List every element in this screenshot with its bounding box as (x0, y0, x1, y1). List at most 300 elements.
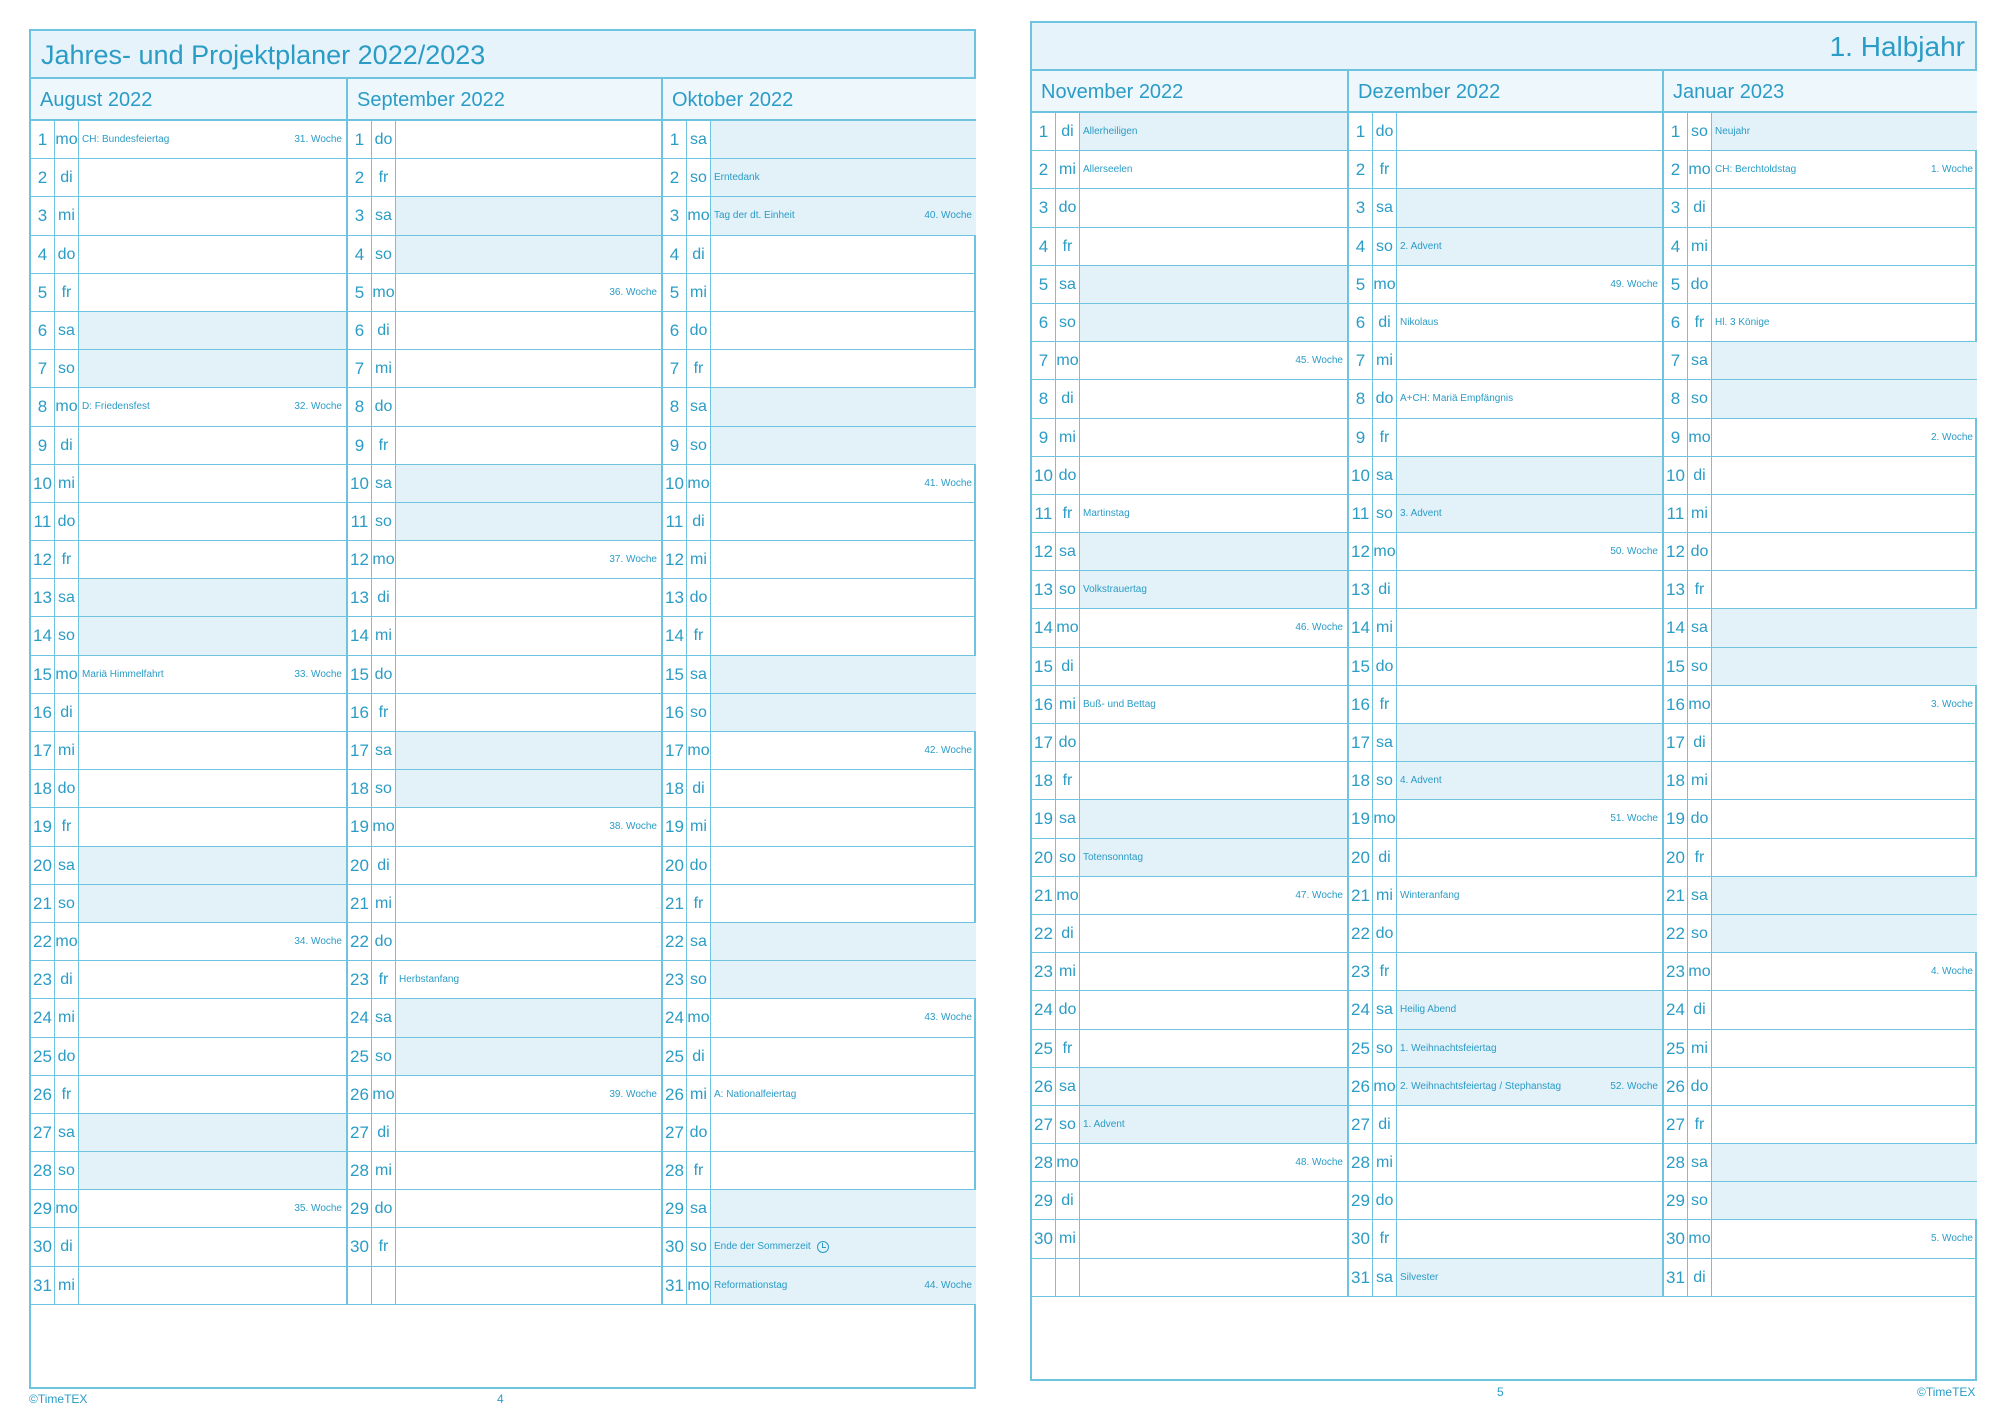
holiday-text: 1. Advent (1083, 1118, 1125, 1130)
holiday-text: Ende der Sommerzeit (714, 1241, 811, 1253)
weekday: sa (1056, 533, 1080, 570)
weekday: so (1688, 113, 1712, 150)
holiday-label (1083, 151, 1132, 189)
weekday: di (687, 1038, 711, 1075)
day-number: 20 (663, 847, 687, 884)
day-number: 4 (663, 236, 687, 273)
day-number: 28 (663, 1152, 687, 1189)
holiday-text: 4. Advent (1400, 775, 1442, 787)
day-row (348, 1114, 661, 1152)
day-number: 5 (663, 274, 687, 311)
weekday: do (1056, 189, 1080, 226)
day-number: 16 (1032, 686, 1056, 723)
day-row (1032, 686, 1347, 724)
day-number: 1 (1032, 113, 1056, 150)
holiday-label (1400, 1259, 1438, 1297)
day-number: 18 (31, 770, 55, 807)
day-number: 27 (348, 1114, 372, 1151)
day-number: 9 (663, 427, 687, 464)
holiday-label (1083, 686, 1156, 724)
day-number: 11 (348, 503, 372, 540)
day-row (1032, 991, 1347, 1029)
holiday-text: Volkstrauertag (1083, 584, 1147, 596)
day-number: 19 (31, 808, 55, 845)
day-number: 7 (348, 350, 372, 387)
day-row (1032, 1259, 1347, 1297)
weekday: mi (1688, 762, 1712, 799)
month-column (1662, 71, 1977, 1297)
day-number: 21 (1664, 877, 1688, 914)
day-row (1032, 113, 1347, 151)
day-row (663, 427, 976, 465)
weekday: mo (1056, 1144, 1080, 1181)
holiday-text: Allerseelen (1083, 164, 1133, 176)
day-row (1032, 1068, 1347, 1106)
day-number: 25 (663, 1038, 687, 1075)
weekday: do (372, 656, 396, 693)
weekday: mo (1373, 266, 1397, 303)
weekday: di (55, 427, 79, 464)
weekday: mo (1688, 151, 1712, 188)
weekday: so (1056, 304, 1080, 341)
day-number: 2 (1664, 151, 1688, 188)
weekday (372, 1267, 396, 1304)
weekday: mi (1056, 419, 1080, 456)
day-row (348, 579, 661, 617)
day-row (1349, 151, 1662, 189)
day-number: 2 (1032, 151, 1056, 188)
week-number: 1. Woche (1930, 164, 1973, 176)
day-number: 4 (31, 236, 55, 273)
weekday: do (372, 1190, 396, 1227)
day-number: 4 (348, 236, 372, 273)
day-number: 16 (1349, 686, 1373, 723)
weekday: so (1373, 495, 1397, 532)
day-row (31, 465, 346, 503)
day-number: 13 (1349, 571, 1373, 608)
day-row (663, 961, 976, 999)
day-row (348, 541, 661, 579)
weekday: so (1373, 228, 1397, 265)
holiday-text: Tag der dt. Einheit (714, 210, 795, 222)
month-header: Januar 2023 (1664, 71, 1977, 113)
weekday: do (55, 770, 79, 807)
holiday-text: Silvester (1400, 1271, 1439, 1283)
day-row (663, 312, 976, 350)
planner-page-left (29, 29, 976, 1389)
day-row (1664, 953, 1977, 991)
day-row (31, 274, 346, 312)
day-row (1032, 877, 1347, 915)
day-row (1664, 648, 1977, 686)
weekday: so (687, 427, 711, 464)
weekday: di (1688, 189, 1712, 226)
weekday: di (1688, 457, 1712, 494)
day-number: 16 (1664, 686, 1688, 723)
holiday-text: Mariä Himmelfahrt (82, 668, 164, 680)
day-row (663, 732, 976, 770)
day-number: 31 (1349, 1259, 1373, 1296)
day-row (31, 656, 346, 694)
day-row (1032, 800, 1347, 838)
day-row (348, 656, 661, 694)
day-row (1032, 762, 1347, 800)
holiday-label (1400, 877, 1459, 915)
day-row (1664, 1259, 1977, 1297)
weekday: di (55, 159, 79, 196)
day-row (31, 1076, 346, 1114)
day-number: 6 (1664, 304, 1688, 341)
weekday: fr (1056, 495, 1080, 532)
day-number: 23 (1349, 953, 1373, 990)
holiday-label (1715, 304, 1769, 342)
day-row (348, 1038, 661, 1076)
day-row (31, 312, 346, 350)
weekday: so (687, 694, 711, 731)
holiday-text: Neujahr (1715, 126, 1751, 137)
day-row (663, 236, 976, 274)
weekday: di (1373, 571, 1397, 608)
day-number: 4 (1664, 228, 1688, 265)
day-row (1349, 1220, 1662, 1258)
holiday-text: CH: Bundesfeiertag (82, 134, 170, 145)
day-number: 30 (348, 1228, 372, 1265)
day-row (31, 1267, 346, 1305)
weekday: di (1688, 991, 1712, 1028)
day-row (1349, 266, 1662, 304)
weekday: di (372, 312, 396, 349)
day-row (1349, 877, 1662, 915)
holiday-text: Reformationstag (714, 1279, 788, 1291)
holiday-text: Herbstanfang (399, 974, 460, 986)
day-number: 6 (348, 312, 372, 349)
day-number: 12 (348, 541, 372, 578)
weekday: di (1056, 380, 1080, 417)
day-number: 2 (348, 159, 372, 196)
day-row (1032, 304, 1347, 342)
day-number: 11 (663, 503, 687, 540)
day-number: 3 (31, 197, 55, 234)
weekday: mo (1056, 342, 1080, 379)
weekday: fr (372, 159, 396, 196)
weekday: sa (687, 388, 711, 425)
day-row (1664, 495, 1977, 533)
day-number: 14 (1032, 609, 1056, 646)
day-row (1664, 419, 1977, 457)
day-number: 23 (348, 961, 372, 998)
day-number: 28 (348, 1152, 372, 1189)
day-number: 21 (663, 885, 687, 922)
day-row (1349, 686, 1662, 724)
holiday-label (714, 159, 760, 197)
holiday-label (1715, 113, 1750, 151)
weekday: mi (55, 1267, 79, 1304)
day-number: 5 (1032, 266, 1056, 303)
day-number: 21 (31, 885, 55, 922)
page-title: 1. Halbjahr (1032, 23, 1975, 71)
day-row (348, 1152, 661, 1190)
day-number: 5 (1349, 266, 1373, 303)
day-row (31, 1190, 346, 1228)
holiday-label (1400, 991, 1456, 1029)
holiday-label (1083, 113, 1137, 151)
day-number: 6 (31, 312, 55, 349)
weekday: fr (55, 1076, 79, 1113)
day-row (1349, 457, 1662, 495)
day-number: 15 (1032, 648, 1056, 685)
weekday: mi (372, 1152, 396, 1189)
day-row (31, 350, 346, 388)
weekday: mo (1688, 953, 1712, 990)
day-row (1032, 189, 1347, 227)
holiday-text: Erntedank (714, 172, 760, 184)
day-number: 27 (31, 1114, 55, 1151)
weekday: mo (372, 1076, 396, 1113)
day-number: 17 (31, 732, 55, 769)
day-row (663, 388, 976, 426)
day-number: 27 (1032, 1106, 1056, 1143)
day-row (31, 961, 346, 999)
weekday: mo (55, 1190, 79, 1227)
weekday: so (55, 885, 79, 922)
day-row (663, 847, 976, 885)
holiday-text: A+CH: Mariä Empfängnis (1400, 393, 1514, 405)
day-number: 26 (1664, 1068, 1688, 1105)
week-number: 49. Woche (1610, 278, 1658, 290)
day-number: 24 (31, 999, 55, 1036)
weekday: mo (372, 541, 396, 578)
day-number: 24 (663, 999, 687, 1036)
week-number: 42. Woche (924, 745, 972, 756)
weekday: fr (1373, 151, 1397, 188)
weekday: mo (687, 999, 711, 1036)
day-number: 3 (348, 197, 372, 234)
day-row (1664, 1182, 1977, 1220)
day-row (348, 923, 661, 961)
day-number: 26 (348, 1076, 372, 1113)
day-number: 29 (1032, 1182, 1056, 1219)
day-number: 12 (1032, 533, 1056, 570)
weekday: do (372, 121, 396, 158)
weekday: mo (1056, 877, 1080, 914)
day-row (1664, 724, 1977, 762)
day-row (1664, 1106, 1977, 1144)
holiday-label (1715, 151, 1796, 189)
day-row (348, 503, 661, 541)
day-row (1349, 380, 1662, 418)
weekday: mi (1373, 1144, 1397, 1181)
weekday: do (1373, 380, 1397, 417)
day-number: 31 (1664, 1259, 1688, 1296)
day-row (31, 121, 346, 159)
holiday-text: Hl. 3 Könige (1715, 316, 1770, 328)
day-number: 6 (663, 312, 687, 349)
day-number: 13 (31, 579, 55, 616)
holiday-text: Nikolaus (1400, 316, 1439, 328)
day-number: 1 (31, 121, 55, 158)
day-row (1349, 1106, 1662, 1144)
day-number: 23 (31, 961, 55, 998)
day-row (663, 274, 976, 312)
day-number: 13 (1664, 571, 1688, 608)
day-row (663, 694, 976, 732)
day-number: 23 (1032, 953, 1056, 990)
weekday: sa (372, 197, 396, 234)
weekday: di (1373, 304, 1397, 341)
day-number: 25 (1349, 1030, 1373, 1067)
weekday: do (55, 503, 79, 540)
day-row (663, 617, 976, 655)
day-number: 29 (1664, 1182, 1688, 1219)
weekday: so (1373, 1030, 1397, 1067)
weekday: do (55, 1038, 79, 1075)
weekday: do (55, 236, 79, 273)
holiday-label (1400, 1030, 1497, 1068)
day-row (1032, 609, 1347, 647)
day-number: 20 (1664, 839, 1688, 876)
day-row (1664, 839, 1977, 877)
day-row (31, 732, 346, 770)
day-number: 31 (663, 1267, 687, 1304)
day-row (663, 923, 976, 961)
day-row (31, 1038, 346, 1076)
weekday: fr (687, 617, 711, 654)
day-number: 13 (663, 579, 687, 616)
holiday-label (1400, 228, 1442, 266)
day-row (1664, 1068, 1977, 1106)
weekday: sa (372, 465, 396, 502)
holiday-text: 2. Advent (1400, 240, 1442, 252)
day-number: 17 (1349, 724, 1373, 761)
day-number: 22 (1349, 915, 1373, 952)
weekday: fr (1688, 839, 1712, 876)
day-number: 15 (348, 656, 372, 693)
day-row (1349, 495, 1662, 533)
weekday: fr (1373, 953, 1397, 990)
day-row (663, 465, 976, 503)
weekday: do (1056, 457, 1080, 494)
weekday: di (1688, 724, 1712, 761)
weekday: do (1373, 113, 1397, 150)
day-number: 24 (1032, 991, 1056, 1028)
holiday-label (1400, 762, 1442, 800)
day-row (1032, 151, 1347, 189)
day-number: 6 (1349, 304, 1373, 341)
day-number: 11 (1032, 495, 1056, 532)
week-number: 45. Woche (1295, 355, 1343, 367)
day-number: 29 (348, 1190, 372, 1227)
holiday-label (82, 121, 169, 159)
day-row (348, 808, 661, 846)
day-row (1664, 457, 1977, 495)
day-number: 9 (1349, 419, 1373, 456)
day-row (31, 579, 346, 617)
day-row (663, 1152, 976, 1190)
day-number: 24 (348, 999, 372, 1036)
day-row (1664, 1220, 1977, 1258)
weekday: sa (687, 121, 711, 158)
day-row (663, 808, 976, 846)
day-number: 13 (348, 579, 372, 616)
weekday: do (1373, 1182, 1397, 1219)
day-row (663, 350, 976, 388)
week-number: 52. Woche (1610, 1080, 1658, 1092)
weekday: mo (687, 465, 711, 502)
planner-page-right (1030, 21, 1977, 1381)
day-row (348, 1076, 661, 1114)
day-row (1349, 991, 1662, 1029)
day-number: 22 (663, 923, 687, 960)
weekday: sa (55, 1114, 79, 1151)
holiday-label (1083, 495, 1130, 533)
day-number: 10 (31, 465, 55, 502)
weekday: sa (1373, 991, 1397, 1028)
day-row (1664, 533, 1977, 571)
day-number: 9 (1664, 419, 1688, 456)
day-number: 30 (1032, 1220, 1056, 1257)
day-number: 9 (348, 427, 372, 464)
day-number: 23 (1664, 953, 1688, 990)
day-row (1032, 533, 1347, 571)
day-number: 30 (663, 1228, 687, 1265)
weekday: fr (1688, 1106, 1712, 1143)
day-number: 11 (31, 503, 55, 540)
day-number: 19 (1349, 800, 1373, 837)
day-number: 30 (31, 1228, 55, 1265)
day-row (1664, 915, 1977, 953)
holiday-label (399, 961, 459, 999)
page-number: 4 (497, 1392, 504, 1406)
day-row (1032, 571, 1347, 609)
weekday: do (1688, 533, 1712, 570)
weekday: fr (1056, 762, 1080, 799)
holiday-label (1400, 304, 1438, 342)
copyright: ©TimeTEX (1917, 1385, 1976, 1399)
day-row (663, 1038, 976, 1076)
weekday: do (1056, 724, 1080, 761)
weekday: so (687, 1228, 711, 1265)
day-row (1032, 228, 1347, 266)
weekday: mi (55, 197, 79, 234)
month-header: August 2022 (31, 79, 346, 121)
week-number: 48. Woche (1295, 1157, 1343, 1169)
day-number: 7 (1349, 342, 1373, 379)
week-number: 34. Woche (294, 935, 342, 947)
day-number: 10 (1032, 457, 1056, 494)
day-number: 28 (31, 1152, 55, 1189)
day-number: 1 (1664, 113, 1688, 150)
day-number: 15 (1664, 648, 1688, 685)
holiday-text: 2. Weihnachtsfeiertag / Stephanstag (1400, 1080, 1562, 1092)
day-row (31, 541, 346, 579)
week-number: 46. Woche (1295, 622, 1343, 634)
day-number: 24 (1664, 991, 1688, 1028)
day-row (663, 1190, 976, 1228)
day-number: 15 (31, 656, 55, 693)
day-row (1349, 762, 1662, 800)
weekday: so (372, 770, 396, 807)
day-row (31, 999, 346, 1037)
weekday: so (372, 503, 396, 540)
day-row (1349, 800, 1662, 838)
day-row (1032, 915, 1347, 953)
weekday: di (372, 847, 396, 884)
weekday: di (687, 770, 711, 807)
day-row (348, 465, 661, 503)
weekday: do (1373, 915, 1397, 952)
weekday: di (372, 579, 396, 616)
day-row (1349, 228, 1662, 266)
